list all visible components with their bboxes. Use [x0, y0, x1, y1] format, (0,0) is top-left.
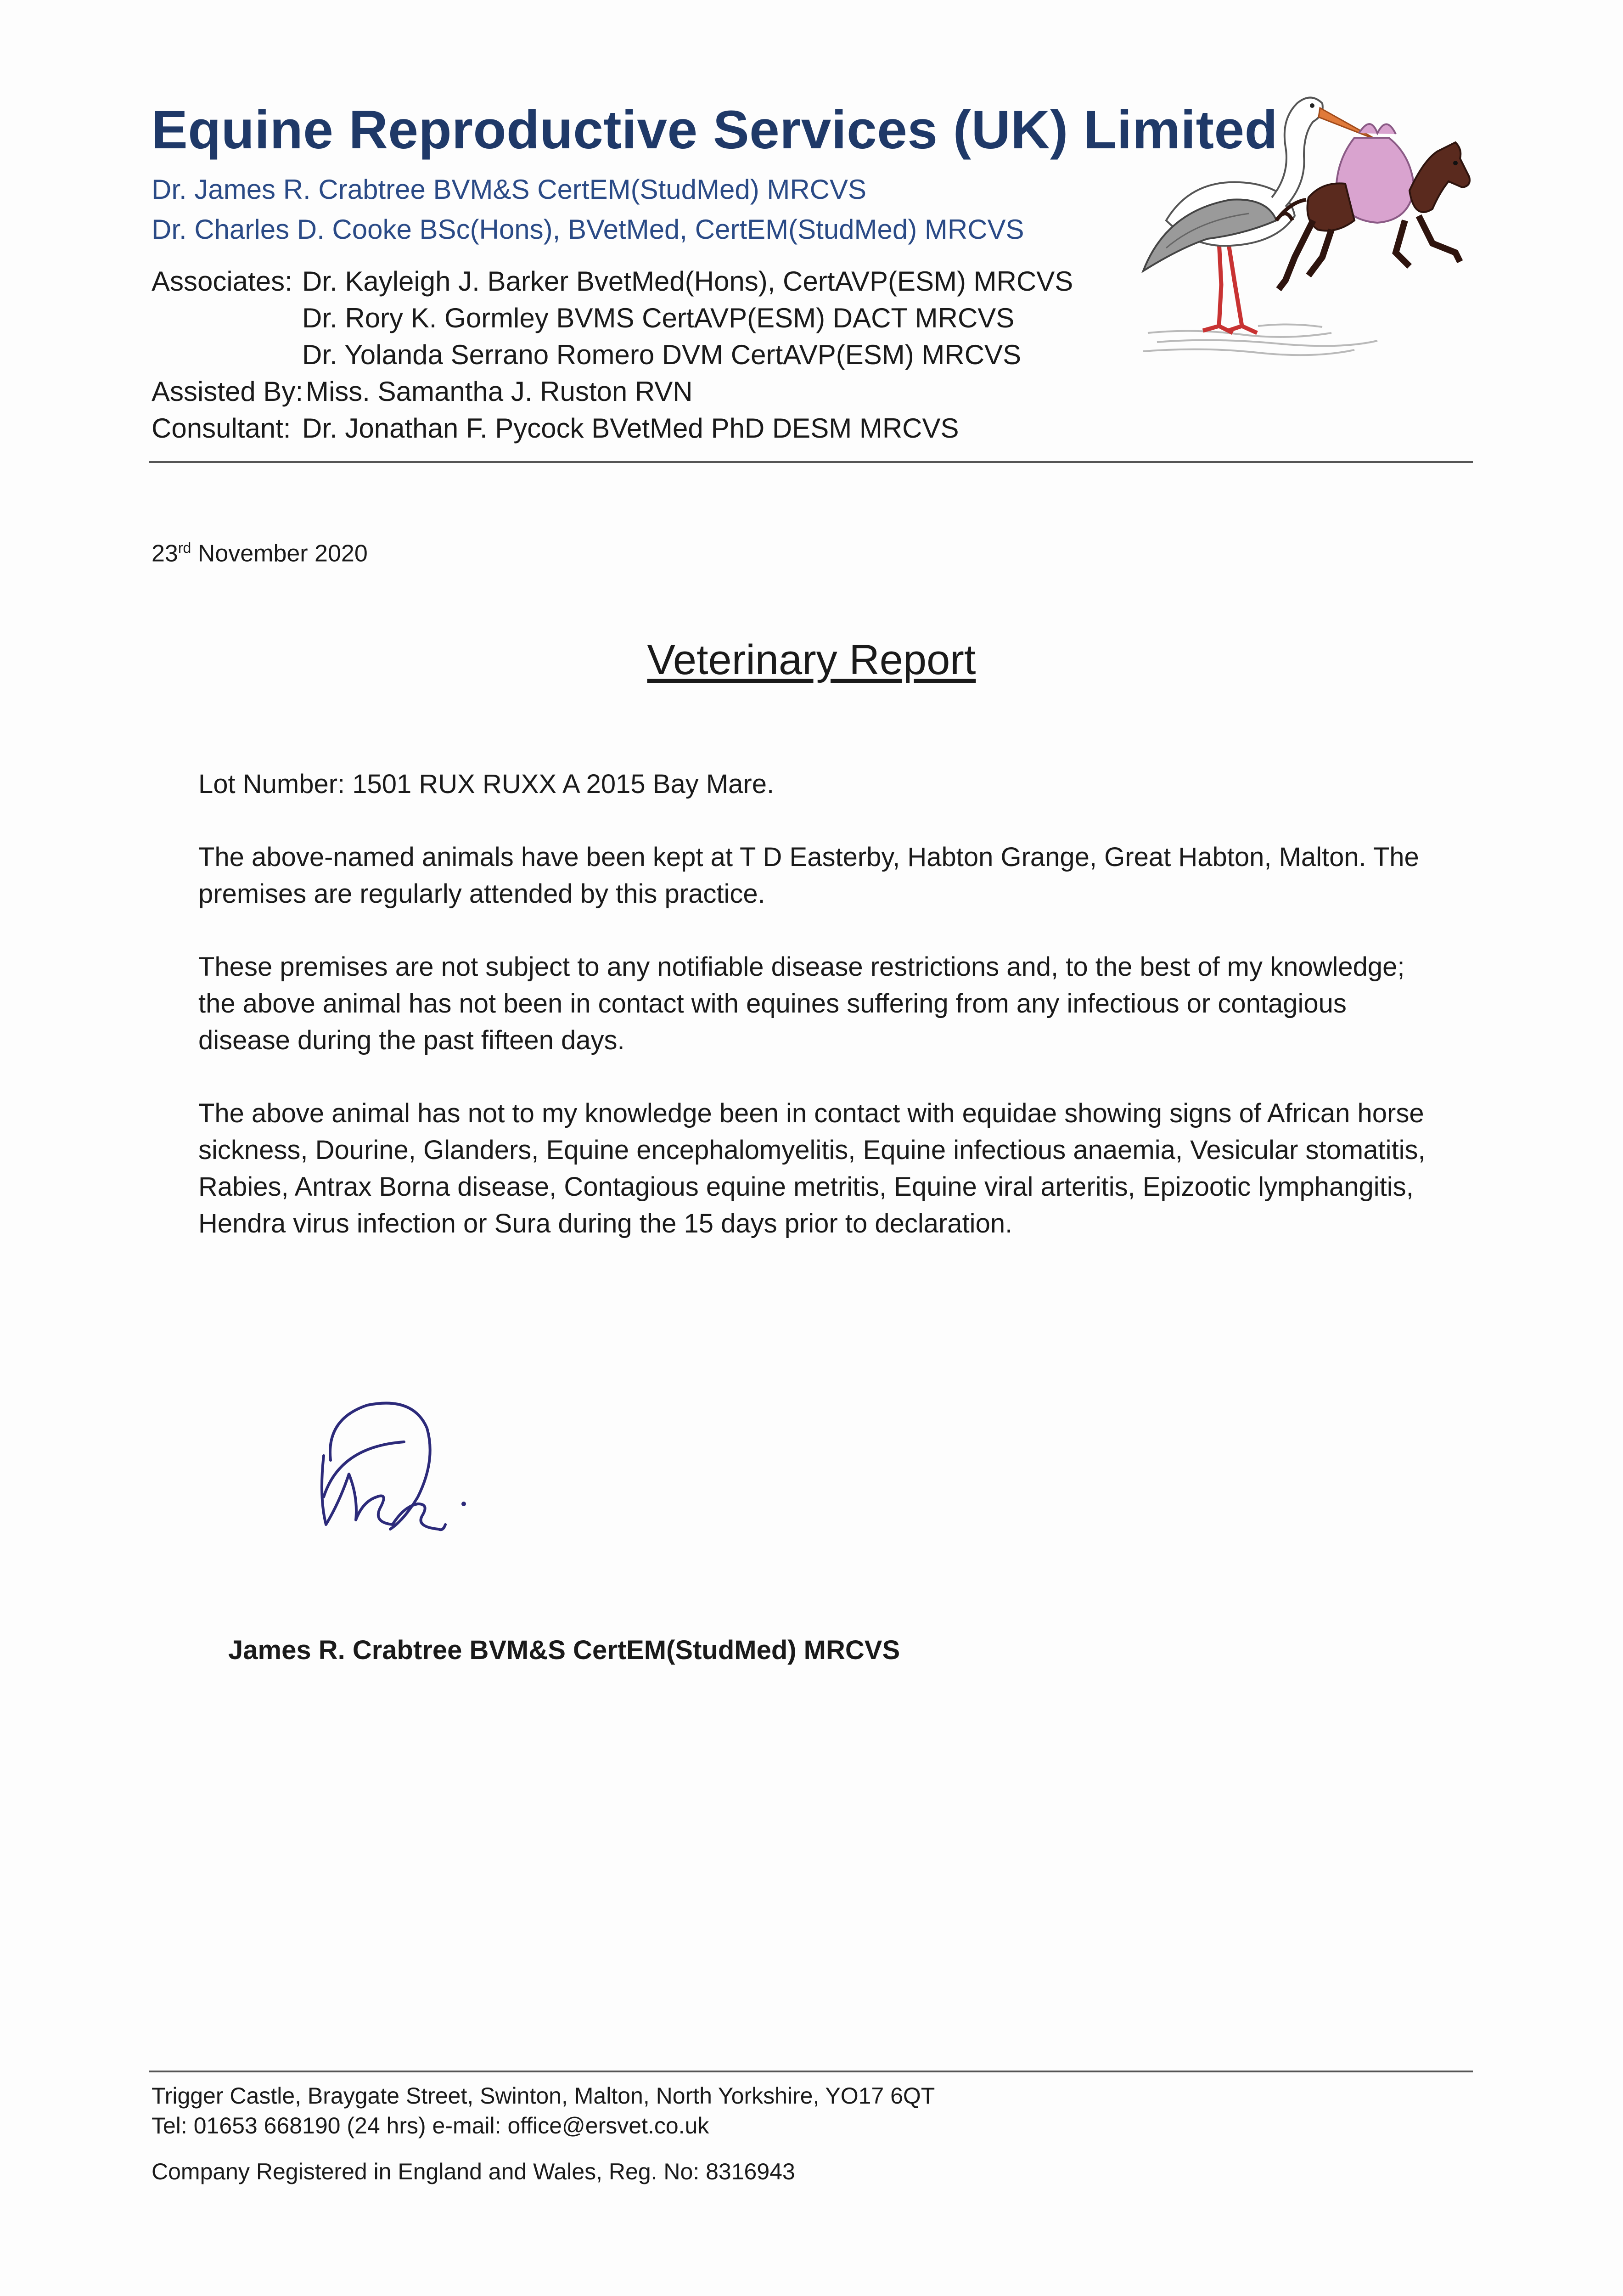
footer-contact: Tel: 01653 668190 (24 hrs) e-mail: office@ersvet.co.uk — [152, 2113, 709, 2138]
signer-name: James R. Crabtree BVM&S CertEM(StudMed) MRCVS — [228, 1635, 900, 1665]
date-day: 23 — [152, 540, 178, 567]
paragraph-text: Lot Number: 1501 RUX RUXX A 2015 Bay Mare. — [198, 769, 775, 799]
premises-paragraph — [198, 839, 1438, 912]
date-month-year: November 2020 — [191, 540, 368, 567]
footer-divider — [149, 2071, 1473, 2072]
restrictions-paragraph — [198, 949, 1438, 1059]
associate-name: Dr. Kayleigh J. Barker BvetMed(Hons), CertAVP(ESM) MRCVS — [302, 266, 1073, 297]
date-suffix: rd — [178, 540, 191, 556]
partner-name: Dr. James R. Crabtree BVM&S CertEM(StudMed) MRCVS — [152, 174, 867, 205]
stork-eye — [1310, 103, 1314, 108]
page-title: Veterinary Report — [647, 636, 976, 683]
assisted-by-label: Assisted By: — [152, 376, 303, 407]
stork-carrying-foal-logo — [1139, 83, 1478, 358]
paragraph-text: The above-named animals have been kept at T D Easterby, Habton Grange, Great Habton, Malton. The premises are regularly attended by this practice. — [198, 842, 1419, 909]
paragraph-text: The above animal has not to my knowledge been in contact with equidae showing signs of African horse sickness, Dourine, Glanders, Equine encephalomyelitis, Equine infectious anaemia, Vesicular stomatitis, Rabies, Antrax Borna disease, Contagious equine metritis, Equine viral arteritis, Epizootic lymphangitis, Hendra virus infection or Sura during the 15 days prior to declaration. — [198, 1098, 1426, 1238]
company-name: Equine Reproductive Services (UK) Limited — [152, 100, 1278, 160]
disease-declaration-paragraph — [198, 1095, 1438, 1242]
associate-name: Dr. Yolanda Serrano Romero DVM CertAVP(ESM) MRCVS — [302, 339, 1022, 370]
handwritten-signature — [312, 1391, 496, 1543]
footer-address: Trigger Castle, Braygate Street, Swinton, Malton, North Yorkshire, YO17 6QT — [152, 2083, 935, 2109]
paragraph-text: These premises are not subject to any notifiable disease restrictions and, to the best of my knowledge; the above animal has not been in contact with equines suffering from any infectious or contagious disease during the past fifteen days. — [198, 952, 1405, 1055]
lot-number-paragraph — [198, 766, 1438, 803]
header-divider — [149, 461, 1473, 463]
partner-name: Dr. Charles D. Cooke BSc(Hons), BVetMed, CertEM(StudMed) MRCVS — [152, 214, 1024, 245]
letter-date — [152, 540, 368, 567]
associates-label: Associates: — [152, 266, 292, 297]
ground-marks — [1143, 324, 1377, 355]
consultant-label: Consultant: — [152, 413, 291, 444]
associate-name: Dr. Rory K. Gormley BVMS CertAVP(ESM) DACT MRCVS — [302, 303, 1015, 333]
assistant-name: Miss. Samantha J. Ruston RVN — [306, 376, 693, 407]
stork-legs — [1203, 241, 1257, 333]
consultant-name: Dr. Jonathan F. Pycock BVetMed PhD DESM MRCVS — [302, 413, 959, 444]
footer-registration: Company Registered in England and Wales, Reg. No: 8316943 — [152, 2159, 795, 2184]
